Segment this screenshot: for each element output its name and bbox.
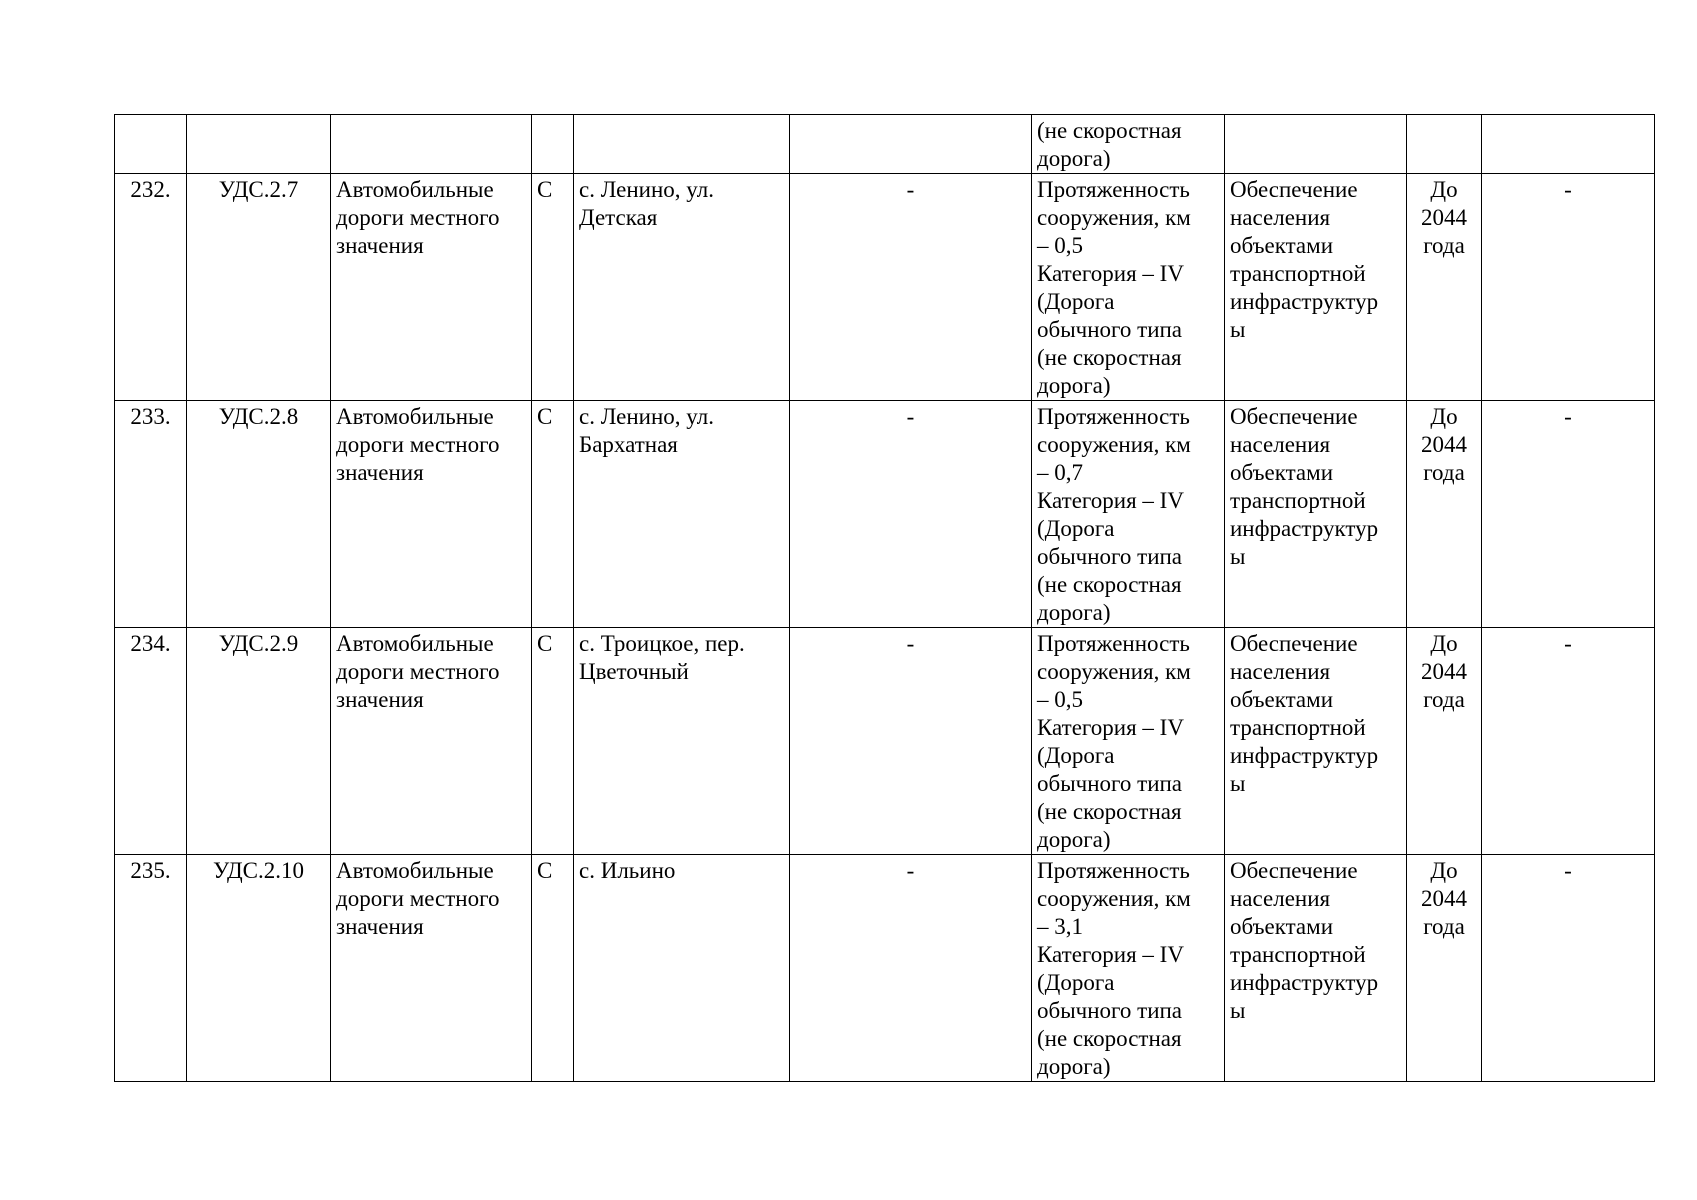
cell-code: УДС.2.8	[187, 401, 331, 628]
cell-term: До 2044 года	[1407, 174, 1482, 401]
cell-location: с. Ленино, ул. Детская	[574, 174, 790, 401]
cell-status	[532, 115, 574, 174]
cell-number: 232.	[115, 174, 187, 401]
table-row	[115, 628, 1655, 855]
cell-characteristics: Протяженность сооружения, км – 3,1 Категория – IV (Дорога обычного типа (не скоростная дорога)	[1032, 855, 1225, 1082]
cell-zones: -	[790, 174, 1032, 401]
cell-characteristics: Протяженность сооружения, км – 0,7 Категория – IV (Дорога обычного типа (не скоростная дорога)	[1032, 401, 1225, 628]
cell-note	[1482, 115, 1655, 174]
cell-purpose: Обеспечение населения объектами транспортной инфраструктур ы	[1225, 401, 1407, 628]
cell-status: С	[532, 401, 574, 628]
table-body	[115, 115, 1655, 1082]
cell-term: До 2044 года	[1407, 628, 1482, 855]
table-row	[115, 401, 1655, 628]
table-row	[115, 174, 1655, 401]
cell-name: Автомобильные дороги местного значения	[331, 628, 532, 855]
cell-zones: -	[790, 628, 1032, 855]
planned-objects-table	[114, 114, 1655, 1082]
cell-note: -	[1482, 401, 1655, 628]
table-row	[115, 855, 1655, 1082]
cell-purpose: Обеспечение населения объектами транспортной инфраструктур ы	[1225, 855, 1407, 1082]
cell-zones: -	[790, 401, 1032, 628]
cell-status: С	[532, 855, 574, 1082]
cell-number	[115, 115, 187, 174]
cell-purpose: Обеспечение населения объектами транспортной инфраструктур ы	[1225, 628, 1407, 855]
cell-note: -	[1482, 174, 1655, 401]
cell-location: с. Ленино, ул. Бархатная	[574, 401, 790, 628]
cell-status: С	[532, 174, 574, 401]
cell-note: -	[1482, 855, 1655, 1082]
cell-name	[331, 115, 532, 174]
cell-number: 235.	[115, 855, 187, 1082]
cell-status: С	[532, 628, 574, 855]
cell-name: Автомобильные дороги местного значения	[331, 401, 532, 628]
cell-number: 234.	[115, 628, 187, 855]
cell-characteristics: Протяженность сооружения, км – 0,5 Категория – IV (Дорога обычного типа (не скоростная дорога)	[1032, 174, 1225, 401]
cell-zones	[790, 115, 1032, 174]
cell-code: УДС.2.9	[187, 628, 331, 855]
cell-term	[1407, 115, 1482, 174]
cell-location: с. Ильино	[574, 855, 790, 1082]
cell-term: До 2044 года	[1407, 401, 1482, 628]
cell-location	[574, 115, 790, 174]
cell-code: УДС.2.7	[187, 174, 331, 401]
cell-zones: -	[790, 855, 1032, 1082]
cell-purpose	[1225, 115, 1407, 174]
cell-name: Автомобильные дороги местного значения	[331, 855, 532, 1082]
cell-code: УДС.2.10	[187, 855, 331, 1082]
cell-code	[187, 115, 331, 174]
cell-location: с. Троицкое, пер. Цветочный	[574, 628, 790, 855]
cell-name: Автомобильные дороги местного значения	[331, 174, 532, 401]
cell-characteristics: Протяженность сооружения, км – 0,5 Категория – IV (Дорога обычного типа (не скоростная дорога)	[1032, 628, 1225, 855]
continuation-row	[115, 115, 1655, 174]
cell-characteristics: (не скоростная дорога)	[1032, 115, 1225, 174]
cell-number: 233.	[115, 401, 187, 628]
cell-purpose: Обеспечение населения объектами транспортной инфраструктур ы	[1225, 174, 1407, 401]
cell-term: До 2044 года	[1407, 855, 1482, 1082]
cell-note: -	[1482, 628, 1655, 855]
